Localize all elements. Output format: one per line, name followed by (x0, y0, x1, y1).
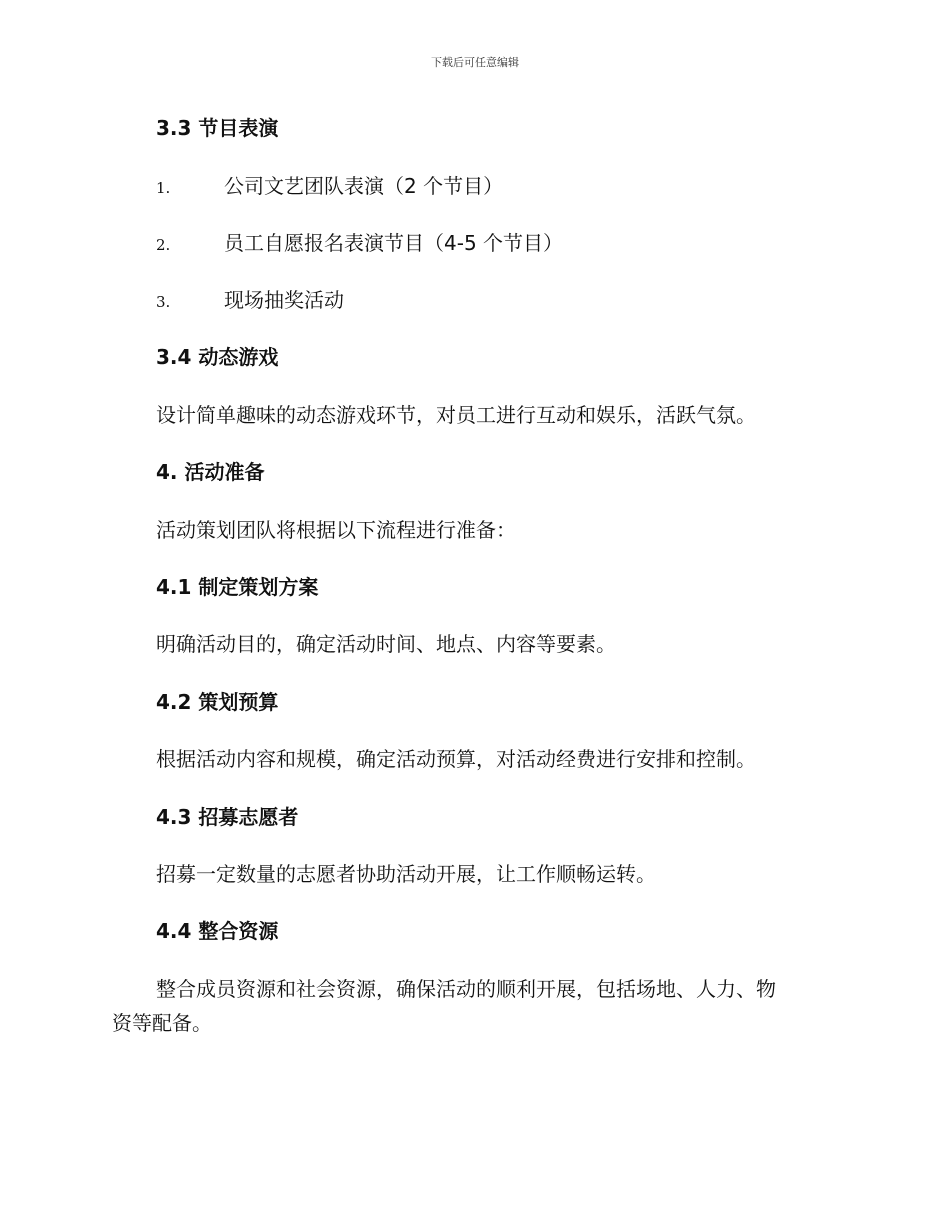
section-3-4-text: 设计简单趣味的动态游戏环节，对员工进行互动和娱乐，活跃气氛。 (156, 403, 756, 427)
section-4-1-title: 4.1 制定策划方案 (156, 575, 319, 599)
list-item-text: 员工自愿报名表演节目（4-5 个节目） (224, 231, 564, 255)
section-4-4-text (112, 972, 840, 1040)
section-4-2-text: 根据活动内容和规模，确定活动预算，对活动经费进行安排和控制。 (156, 747, 756, 771)
list-item (156, 286, 344, 316)
list-item-text: 公司文艺团队表演（2 个节目） (224, 174, 504, 198)
section-4-2-title: 4.2 策划预算 (156, 690, 279, 714)
list-item-number: 1. (156, 179, 171, 197)
section-4-title: 4. 活动准备 (156, 460, 265, 484)
list-item (156, 172, 503, 202)
section-4-4-title: 4.4 整合资源 (156, 919, 279, 943)
section-4-1-text: 明确活动目的，确定活动时间、地点、内容等要素。 (156, 632, 616, 656)
header-note: 下载后可任意编辑 (431, 56, 519, 69)
section-4-text: 活动策划团队将根据以下流程进行准备： (156, 518, 516, 542)
paragraph-line: 资等配备。 (112, 1011, 212, 1035)
list-item (156, 229, 563, 259)
list-item-number: 2. (156, 236, 171, 254)
list-item-number: 3. (156, 293, 171, 311)
section-3-4-title: 3.4 动态游戏 (156, 345, 279, 369)
section-4-3-title: 4.3 招募志愿者 (156, 805, 299, 829)
section-4-3-text: 招募一定数量的志愿者协助活动开展，让工作顺畅运转。 (156, 862, 656, 886)
list-item-text: 现场抽奖活动 (224, 288, 344, 312)
section-3-3-title: 3.3 节目表演 (156, 116, 279, 140)
paragraph-line: 整合成员资源和社会资源，确保活动的顺利开展，包括场地、人力、物 (156, 977, 776, 1001)
